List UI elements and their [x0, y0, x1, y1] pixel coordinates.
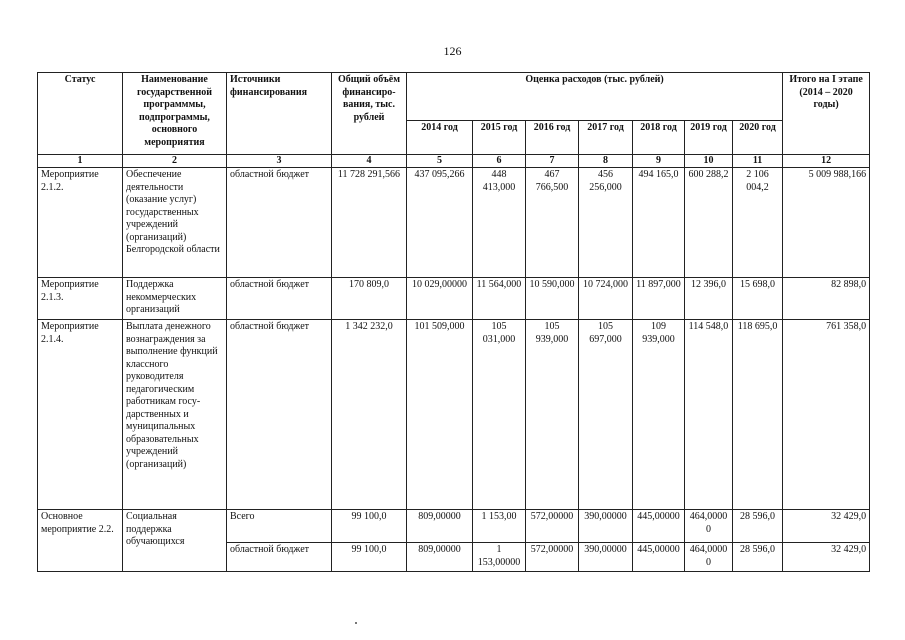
row-year-value: 464,00000 [685, 543, 733, 572]
column-number: 5 [407, 155, 473, 168]
column-number: 8 [579, 155, 633, 168]
row-name: Поддержка некоммерческих организаций [123, 278, 227, 320]
column-number: 1 [38, 155, 123, 168]
row-source: областной бюджет [227, 278, 332, 320]
row-year-value: 101 509,000 [407, 320, 473, 510]
budget-table [37, 72, 870, 572]
header-year: 2016 год [526, 121, 579, 155]
row-source: Всего [227, 510, 332, 543]
column-number: 12 [783, 155, 870, 168]
row-source: областной бюджет [227, 543, 332, 572]
row-year-value: 10 029,00000 [407, 278, 473, 320]
column-number: 10 [685, 155, 733, 168]
row-year-value: 437 095,266 [407, 168, 473, 278]
row-year-value: 572,00000 [526, 510, 579, 543]
row-year-value: 809,00000 [407, 543, 473, 572]
header-total: Общий объём финансиро-вания, тыс. рублей [332, 73, 407, 155]
row-year-value: 12 396,0 [685, 278, 733, 320]
row-year-value: 105 939,000 [526, 320, 579, 510]
row-total: 11 728 291,566 [332, 168, 407, 278]
row-year-value: 114 548,0 [685, 320, 733, 510]
row-total: 170 809,0 [332, 278, 407, 320]
row-status: Мероприятие 2.1.4. [38, 320, 123, 510]
row-year-value: 28 596,0 [733, 543, 783, 572]
header-year: 2014 год [407, 121, 473, 155]
header-year: 2020 год [733, 121, 783, 155]
header-year: 2017 год [579, 121, 633, 155]
table-row [38, 168, 870, 278]
row-year-value: 464,00000 [685, 510, 733, 543]
row-year-value: 390,00000 [579, 510, 633, 543]
column-number: 11 [733, 155, 783, 168]
row-year-value: 105 031,000 [473, 320, 526, 510]
row-source: областной бюджет [227, 168, 332, 278]
header-sources: Источники финансирования [227, 73, 332, 155]
row-status: Мероприятие 2.1.2. [38, 168, 123, 278]
table-row [38, 320, 870, 510]
row-year-value: 11 897,000 [633, 278, 685, 320]
row-year-value: 105 697,000 [579, 320, 633, 510]
column-number: 7 [526, 155, 579, 168]
column-number-row [38, 155, 870, 168]
row-status: Основное мероприятие 2.2. [38, 510, 123, 572]
page-number: 126 [443, 44, 462, 58]
table-row [38, 278, 870, 320]
row-total: 99 100,0 [332, 543, 407, 572]
row-year-value: 572,00000 [526, 543, 579, 572]
row-year-value: 809,00000 [407, 510, 473, 543]
row-year-value: 494 165,0 [633, 168, 685, 278]
column-number: 6 [473, 155, 526, 168]
header-year: 2018 год [633, 121, 685, 155]
row-year-value: 11 564,000 [473, 278, 526, 320]
row-year-value: 15 698,0 [733, 278, 783, 320]
row-year-value: 456 256,000 [579, 168, 633, 278]
row-stage-total: 82 898,0 [783, 278, 870, 320]
row-year-value: 10 724,000 [579, 278, 633, 320]
header-estimate: Оценка расходов (тыс. рублей) [407, 73, 783, 121]
row-stage-total: 32 429,0 [783, 510, 870, 543]
header-name: Наименование государственной программмы, подпрограммы, основного мероприятия [123, 73, 227, 155]
column-number: 4 [332, 155, 407, 168]
scan-dot [355, 622, 357, 624]
row-year-value: 448 413,000 [473, 168, 526, 278]
row-source: областной бюджет [227, 320, 332, 510]
row-name: Социальная поддержка обучающихся [123, 510, 227, 572]
row-year-value: 118 695,0 [733, 320, 783, 510]
row-year-value: 109 939,000 [633, 320, 685, 510]
table-row [38, 510, 870, 543]
row-stage-total: 761 358,0 [783, 320, 870, 510]
row-year-value: 10 590,000 [526, 278, 579, 320]
row-year-value: 467 766,500 [526, 168, 579, 278]
row-year-value: 28 596,0 [733, 510, 783, 543]
row-year-value: 445,00000 [633, 543, 685, 572]
header-year: 2015 год [473, 121, 526, 155]
row-year-value: 2 106 004,2 [733, 168, 783, 278]
row-stage-total: 32 429,0 [783, 543, 870, 572]
row-name: Обеспечение деятельности (оказание услуг) государственных учреждений (организаций) Белгородской области [123, 168, 227, 278]
row-year-value: 1 153,00000 [473, 543, 526, 572]
header-status: Статус [38, 73, 123, 155]
header-year: 2019 год [685, 121, 733, 155]
row-status: Мероприятие 2.1.3. [38, 278, 123, 320]
row-total: 1 342 232,0 [332, 320, 407, 510]
row-stage-total: 5 009 988,166 [783, 168, 870, 278]
header-stage-total: Итого на I этапе (2014 – 2020 годы) [783, 73, 870, 155]
row-name: Выплата денежного вознаграждения за выполнение функций классного руководителя педагогическим работникам госу-дарственных и муниципальных образовательных учреждений (организаций) [123, 320, 227, 510]
row-total: 99 100,0 [332, 510, 407, 543]
row-year-value: 390,00000 [579, 543, 633, 572]
column-number: 3 [227, 155, 332, 168]
column-number: 2 [123, 155, 227, 168]
row-year-value: 600 288,2 [685, 168, 733, 278]
row-year-value: 445,00000 [633, 510, 685, 543]
row-year-value: 1 153,00 [473, 510, 526, 543]
column-number: 9 [633, 155, 685, 168]
